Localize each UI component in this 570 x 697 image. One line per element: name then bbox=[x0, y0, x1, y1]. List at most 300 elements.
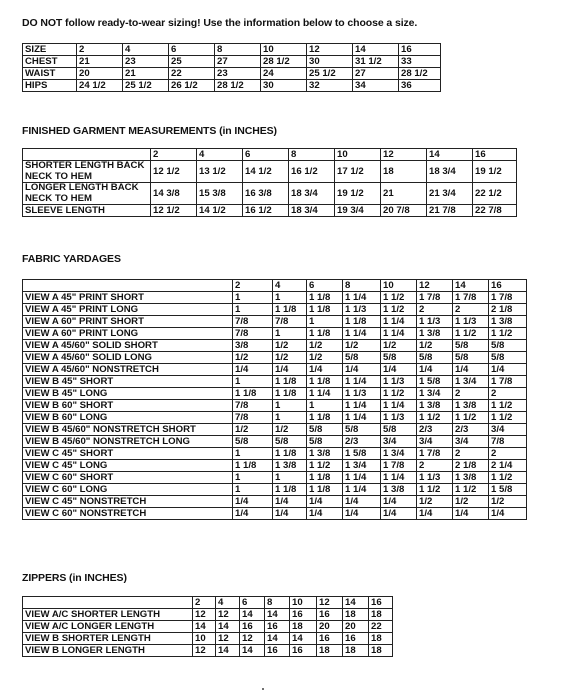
value-cell: 1 bbox=[307, 316, 343, 328]
finished-measurements-table bbox=[22, 148, 517, 217]
value-cell: 1/2 bbox=[233, 352, 273, 364]
table-row bbox=[23, 183, 517, 205]
value-cell: 1 3/4 bbox=[343, 460, 381, 472]
value-cell: 1 1/2 bbox=[489, 400, 527, 412]
row-label: LONGER LENGTH BACK NECK TO HEM bbox=[23, 183, 151, 205]
value-cell: 1 1/8 bbox=[273, 448, 307, 460]
zippers-table bbox=[22, 596, 393, 657]
value-cell: 18 bbox=[317, 645, 343, 657]
table-row bbox=[23, 68, 441, 80]
value-cell: 12 1/2 bbox=[151, 161, 197, 183]
value-cell: 2 bbox=[417, 304, 453, 316]
size-header-cell: 8 bbox=[343, 280, 381, 292]
value-cell: 16 bbox=[240, 621, 265, 633]
row-label: VIEW A 60" PRINT LONG bbox=[23, 328, 233, 340]
row-label: VIEW A 60" PRINT SHORT bbox=[23, 316, 233, 328]
value-cell: 1 1/4 bbox=[343, 472, 381, 484]
value-cell: 1/2 bbox=[453, 496, 489, 508]
value-cell: 1 1/4 bbox=[343, 328, 381, 340]
value-cell: 16 bbox=[265, 645, 290, 657]
value-cell: 12 bbox=[216, 609, 240, 621]
value-cell: 16 bbox=[317, 633, 343, 645]
value-cell: 1 3/4 bbox=[417, 388, 453, 400]
row-label: VIEW C 60" LONG bbox=[23, 484, 233, 496]
scan-speck bbox=[262, 688, 264, 690]
value-cell: 1 bbox=[273, 400, 307, 412]
value-cell: 1/4 bbox=[273, 496, 307, 508]
value-cell: 3/4 bbox=[453, 436, 489, 448]
value-cell: 3/8 bbox=[233, 340, 273, 352]
value-cell: 27 bbox=[215, 56, 261, 68]
value-cell: 1 1/8 bbox=[307, 484, 343, 496]
value-cell: 1 1/8 bbox=[307, 376, 343, 388]
table-row bbox=[23, 621, 393, 633]
value-cell: 1 7/8 bbox=[489, 376, 527, 388]
header-row bbox=[23, 149, 517, 161]
size-header-cell: 4 bbox=[123, 44, 169, 56]
value-cell: 1 bbox=[233, 292, 273, 304]
size-header-cell: 4 bbox=[216, 597, 240, 609]
value-cell: 16 1/2 bbox=[243, 205, 289, 217]
row-label: VIEW A 45" PRINT SHORT bbox=[23, 292, 233, 304]
value-cell: 14 1/2 bbox=[243, 161, 289, 183]
value-cell: 16 bbox=[290, 609, 317, 621]
value-cell: 1 7/8 bbox=[453, 292, 489, 304]
table-row bbox=[23, 205, 517, 217]
value-cell: 1 1/3 bbox=[381, 412, 417, 424]
value-cell: 1 7/8 bbox=[417, 292, 453, 304]
table-row bbox=[23, 424, 527, 436]
value-cell: 7/8 bbox=[273, 316, 307, 328]
value-cell: 18 bbox=[369, 645, 393, 657]
value-cell: 1 1/2 bbox=[381, 388, 417, 400]
zippers-title: ZIPPERS (in INCHES) bbox=[22, 572, 127, 584]
value-cell: 30 bbox=[307, 56, 353, 68]
row-label: VIEW A/C SHORTER LENGTH bbox=[23, 609, 193, 621]
value-cell: 1 3/8 bbox=[273, 460, 307, 472]
value-cell: 5/8 bbox=[417, 352, 453, 364]
value-cell: 1 3/8 bbox=[453, 472, 489, 484]
value-cell: 25 1/2 bbox=[307, 68, 353, 80]
size-header-cell: 12 bbox=[317, 597, 343, 609]
value-cell: 14 bbox=[216, 645, 240, 657]
value-cell: 1/2 bbox=[307, 340, 343, 352]
value-cell: 23 bbox=[215, 68, 261, 80]
value-cell: 16 3/8 bbox=[243, 183, 289, 205]
value-cell: 1 1/2 bbox=[489, 328, 527, 340]
value-cell: 16 1/2 bbox=[289, 161, 335, 183]
value-cell: 1/4 bbox=[343, 496, 381, 508]
fabric-yardages-table bbox=[22, 279, 527, 520]
size-header-cell: 16 bbox=[369, 597, 393, 609]
value-cell: 5/8 bbox=[343, 424, 381, 436]
table-row bbox=[23, 508, 527, 520]
value-cell: 1/4 bbox=[233, 496, 273, 508]
value-cell: 12 bbox=[193, 609, 216, 621]
table-row bbox=[23, 352, 527, 364]
table-row bbox=[23, 376, 527, 388]
table-row bbox=[23, 316, 527, 328]
value-cell: 5/8 bbox=[453, 352, 489, 364]
value-cell: 1 5/8 bbox=[343, 448, 381, 460]
value-cell: 23 bbox=[123, 56, 169, 68]
value-cell: 1 3/8 bbox=[453, 400, 489, 412]
value-cell: 18 bbox=[290, 621, 317, 633]
value-cell: 1 1/8 bbox=[307, 328, 343, 340]
value-cell: 1 1/2 bbox=[417, 484, 453, 496]
row-label: VIEW B 45/60" NONSTRETCH SHORT bbox=[23, 424, 233, 436]
value-cell: 2 bbox=[489, 448, 527, 460]
size-header-cell: 12 bbox=[307, 44, 353, 56]
value-cell: 1/4 bbox=[417, 508, 453, 520]
value-cell: 1 bbox=[273, 412, 307, 424]
value-cell: 25 1/2 bbox=[123, 80, 169, 92]
value-cell: 1 1/4 bbox=[343, 484, 381, 496]
table-row bbox=[23, 161, 517, 183]
value-cell: 21 bbox=[77, 56, 123, 68]
row-label: VIEW B LONGER LENGTH bbox=[23, 645, 193, 657]
size-header-cell: 16 bbox=[473, 149, 517, 161]
value-cell: 1 1/2 bbox=[381, 304, 417, 316]
value-cell: 1 7/8 bbox=[417, 448, 453, 460]
size-header-cell: 6 bbox=[243, 149, 289, 161]
value-cell: 5/8 bbox=[489, 352, 527, 364]
value-cell: 1 1/2 bbox=[381, 292, 417, 304]
size-header-cell: 8 bbox=[289, 149, 335, 161]
header-label-cell: SIZE bbox=[23, 44, 77, 56]
size-header-cell: 14 bbox=[353, 44, 399, 56]
value-cell: 27 bbox=[353, 68, 399, 80]
value-cell: 31 1/2 bbox=[353, 56, 399, 68]
value-cell: 1 1/2 bbox=[489, 472, 527, 484]
value-cell: 1 1/4 bbox=[343, 292, 381, 304]
row-label: VIEW B 60" LONG bbox=[23, 412, 233, 424]
row-label: VIEW A 45/60" SOLID LONG bbox=[23, 352, 233, 364]
table-row bbox=[23, 388, 527, 400]
value-cell: 1 3/4 bbox=[381, 448, 417, 460]
value-cell: 12 bbox=[193, 645, 216, 657]
value-cell: 1/2 bbox=[273, 352, 307, 364]
value-cell: 7/8 bbox=[233, 412, 273, 424]
row-label: VIEW B 60" SHORT bbox=[23, 400, 233, 412]
size-header-cell: 4 bbox=[273, 280, 307, 292]
finished-measurements-title: FINISHED GARMENT MEASUREMENTS (in INCHES) bbox=[22, 125, 277, 137]
value-cell: 1/2 bbox=[343, 340, 381, 352]
row-label: VIEW A 45" PRINT LONG bbox=[23, 304, 233, 316]
value-cell: 1 1/8 bbox=[273, 304, 307, 316]
value-cell: 1/2 bbox=[307, 352, 343, 364]
size-header-cell: 6 bbox=[240, 597, 265, 609]
value-cell: 1 1/8 bbox=[233, 460, 273, 472]
value-cell: 5/8 bbox=[307, 424, 343, 436]
value-cell: 14 bbox=[240, 645, 265, 657]
value-cell: 1 1/8 bbox=[307, 412, 343, 424]
size-header-cell: 10 bbox=[261, 44, 307, 56]
value-cell: 13 1/2 bbox=[197, 161, 243, 183]
row-label: VIEW A 45/60" SOLID SHORT bbox=[23, 340, 233, 352]
value-cell: 21 7/8 bbox=[427, 205, 473, 217]
row-label: CHEST bbox=[23, 56, 77, 68]
table-row bbox=[23, 460, 527, 472]
value-cell: 5/8 bbox=[233, 436, 273, 448]
value-cell: 18 bbox=[343, 645, 369, 657]
value-cell: 22 bbox=[169, 68, 215, 80]
value-cell: 1 bbox=[273, 328, 307, 340]
fabric-yardages-title: FABRIC YARDAGES bbox=[22, 253, 121, 265]
table-row bbox=[23, 400, 527, 412]
value-cell: 18 bbox=[369, 633, 393, 645]
value-cell: 1 5/8 bbox=[417, 376, 453, 388]
value-cell: 7/8 bbox=[233, 400, 273, 412]
value-cell: 14 bbox=[265, 633, 290, 645]
value-cell: 1/4 bbox=[381, 496, 417, 508]
value-cell: 28 1/2 bbox=[215, 80, 261, 92]
value-cell: 1 1/8 bbox=[233, 388, 273, 400]
value-cell: 20 bbox=[317, 621, 343, 633]
value-cell: 16 bbox=[317, 609, 343, 621]
value-cell: 2 1/4 bbox=[489, 460, 527, 472]
value-cell: 20 7/8 bbox=[381, 205, 427, 217]
value-cell: 2 bbox=[453, 448, 489, 460]
value-cell: 1 1/2 bbox=[453, 484, 489, 496]
row-label: VIEW B 45/60" NONSTRETCH LONG bbox=[23, 436, 233, 448]
value-cell: 1 1/8 bbox=[273, 376, 307, 388]
value-cell: 1 1/3 bbox=[417, 316, 453, 328]
header-label-cell bbox=[23, 280, 233, 292]
value-cell: 1 bbox=[233, 472, 273, 484]
value-cell: 17 1/2 bbox=[335, 161, 381, 183]
size-header-cell: 16 bbox=[489, 280, 527, 292]
value-cell: 2 bbox=[453, 388, 489, 400]
table-row bbox=[23, 496, 527, 508]
value-cell: 1 1/4 bbox=[343, 376, 381, 388]
value-cell: 1/4 bbox=[489, 364, 527, 376]
value-cell: 16 bbox=[343, 633, 369, 645]
value-cell: 1/4 bbox=[453, 508, 489, 520]
value-cell: 5/8 bbox=[489, 340, 527, 352]
value-cell: 1 3/8 bbox=[307, 448, 343, 460]
value-cell: 1/4 bbox=[453, 364, 489, 376]
value-cell: 12 bbox=[216, 633, 240, 645]
size-header-cell: 2 bbox=[151, 149, 197, 161]
value-cell: 18 bbox=[369, 609, 393, 621]
value-cell: 32 bbox=[307, 80, 353, 92]
row-label: VIEW C 45" NONSTRETCH bbox=[23, 496, 233, 508]
value-cell: 1/4 bbox=[307, 496, 343, 508]
table-row bbox=[23, 472, 527, 484]
size-header-cell: 6 bbox=[307, 280, 343, 292]
value-cell: 1/4 bbox=[307, 508, 343, 520]
row-label: VIEW B 45" LONG bbox=[23, 388, 233, 400]
value-cell: 2 1/8 bbox=[489, 304, 527, 316]
value-cell: 1 1/4 bbox=[343, 400, 381, 412]
value-cell: 1 bbox=[233, 484, 273, 496]
value-cell: 12 bbox=[240, 633, 265, 645]
value-cell: 1/4 bbox=[343, 508, 381, 520]
value-cell: 1 1/2 bbox=[453, 412, 489, 424]
value-cell: 14 bbox=[290, 633, 317, 645]
value-cell: 18 bbox=[381, 161, 427, 183]
table-row bbox=[23, 340, 527, 352]
value-cell: 1 1/2 bbox=[307, 460, 343, 472]
row-label: HIPS bbox=[23, 80, 77, 92]
header-label-cell bbox=[23, 597, 193, 609]
value-cell: 1/2 bbox=[417, 340, 453, 352]
size-header-cell: 10 bbox=[335, 149, 381, 161]
value-cell: 34 bbox=[353, 80, 399, 92]
value-cell: 26 1/2 bbox=[169, 80, 215, 92]
value-cell: 1 3/8 bbox=[381, 484, 417, 496]
table-row bbox=[23, 645, 393, 657]
value-cell: 5/8 bbox=[381, 424, 417, 436]
value-cell: 2 1/8 bbox=[453, 460, 489, 472]
value-cell: 1 1/4 bbox=[381, 328, 417, 340]
value-cell: 1/4 bbox=[489, 508, 527, 520]
value-cell: 24 1/2 bbox=[77, 80, 123, 92]
value-cell: 36 bbox=[399, 80, 441, 92]
value-cell: 1/2 bbox=[273, 424, 307, 436]
row-label: SHORTER LENGTH BACK NECK TO HEM bbox=[23, 161, 151, 183]
size-header-cell: 10 bbox=[381, 280, 417, 292]
value-cell: 1 1/3 bbox=[343, 304, 381, 316]
value-cell: 1 1/8 bbox=[343, 316, 381, 328]
value-cell: 1/4 bbox=[307, 364, 343, 376]
value-cell: 20 bbox=[343, 621, 369, 633]
table-row bbox=[23, 448, 527, 460]
table-row bbox=[23, 80, 441, 92]
value-cell: 2/3 bbox=[343, 436, 381, 448]
value-cell: 1 bbox=[273, 292, 307, 304]
value-cell: 1 1/4 bbox=[381, 472, 417, 484]
value-cell: 14 bbox=[216, 621, 240, 633]
size-header-cell: 2 bbox=[233, 280, 273, 292]
value-cell: 1/4 bbox=[381, 364, 417, 376]
value-cell: 1 3/8 bbox=[489, 316, 527, 328]
intro-text: DO NOT follow ready-to-wear sizing! Use the information below to choose a size. bbox=[22, 17, 418, 29]
table-row bbox=[23, 412, 527, 424]
table-row bbox=[23, 609, 393, 621]
value-cell: 3/4 bbox=[417, 436, 453, 448]
table-row bbox=[23, 364, 527, 376]
header-row bbox=[23, 597, 393, 609]
row-label: VIEW C 45" LONG bbox=[23, 460, 233, 472]
value-cell: 2/3 bbox=[417, 424, 453, 436]
size-table bbox=[22, 43, 441, 92]
value-cell: 1 1/4 bbox=[307, 388, 343, 400]
value-cell: 2 bbox=[453, 304, 489, 316]
size-header-cell: 16 bbox=[399, 44, 441, 56]
value-cell: 22 bbox=[369, 621, 393, 633]
row-label: VIEW B 45" SHORT bbox=[23, 376, 233, 388]
value-cell: 1 bbox=[307, 400, 343, 412]
value-cell: 18 3/4 bbox=[427, 161, 473, 183]
row-label: VIEW C 45" SHORT bbox=[23, 448, 233, 460]
value-cell: 1/2 bbox=[381, 340, 417, 352]
row-label: VIEW B SHORTER LENGTH bbox=[23, 633, 193, 645]
value-cell: 1 1/8 bbox=[307, 304, 343, 316]
value-cell: 7/8 bbox=[233, 328, 273, 340]
size-header-cell: 12 bbox=[381, 149, 427, 161]
value-cell: 14 bbox=[240, 609, 265, 621]
table-row bbox=[23, 484, 527, 496]
size-header-cell: 2 bbox=[77, 44, 123, 56]
value-cell: 12 1/2 bbox=[151, 205, 197, 217]
row-label: VIEW C 60" SHORT bbox=[23, 472, 233, 484]
value-cell: 1 1/3 bbox=[453, 316, 489, 328]
value-cell: 1/4 bbox=[381, 508, 417, 520]
value-cell: 1 1/2 bbox=[417, 412, 453, 424]
value-cell: 1/4 bbox=[417, 364, 453, 376]
header-label-cell bbox=[23, 149, 151, 161]
header-row bbox=[23, 44, 441, 56]
value-cell: 1 1/4 bbox=[381, 400, 417, 412]
value-cell: 1 1/8 bbox=[273, 484, 307, 496]
row-label: VIEW C 60" NONSTRETCH bbox=[23, 508, 233, 520]
value-cell: 1/2 bbox=[233, 424, 273, 436]
value-cell: 18 3/4 bbox=[289, 183, 335, 205]
value-cell: 28 1/2 bbox=[399, 68, 441, 80]
value-cell: 5/8 bbox=[381, 352, 417, 364]
value-cell: 22 7/8 bbox=[473, 205, 517, 217]
value-cell: 24 bbox=[261, 68, 307, 80]
value-cell: 1/4 bbox=[273, 364, 307, 376]
value-cell: 1 7/8 bbox=[381, 460, 417, 472]
value-cell: 1 3/8 bbox=[417, 400, 453, 412]
value-cell: 15 3/8 bbox=[197, 183, 243, 205]
value-cell: 16 bbox=[265, 621, 290, 633]
value-cell: 1 1/3 bbox=[381, 376, 417, 388]
value-cell: 10 bbox=[193, 633, 216, 645]
size-header-cell: 8 bbox=[265, 597, 290, 609]
value-cell: 1/4 bbox=[233, 364, 273, 376]
table-row bbox=[23, 436, 527, 448]
value-cell: 1 bbox=[233, 304, 273, 316]
value-cell: 5/8 bbox=[273, 436, 307, 448]
value-cell: 1 1/4 bbox=[381, 316, 417, 328]
value-cell: 21 bbox=[123, 68, 169, 80]
row-label: WAIST bbox=[23, 68, 77, 80]
value-cell: 7/8 bbox=[489, 436, 527, 448]
table-row bbox=[23, 304, 527, 316]
value-cell: 33 bbox=[399, 56, 441, 68]
size-header-cell: 12 bbox=[417, 280, 453, 292]
value-cell: 1 1/3 bbox=[343, 388, 381, 400]
value-cell: 3/4 bbox=[489, 424, 527, 436]
value-cell: 1 1/8 bbox=[273, 388, 307, 400]
size-header-cell: 2 bbox=[193, 597, 216, 609]
value-cell: 14 bbox=[265, 609, 290, 621]
value-cell: 1/2 bbox=[417, 496, 453, 508]
value-cell: 1 bbox=[233, 376, 273, 388]
value-cell: 19 1/2 bbox=[335, 183, 381, 205]
table-row bbox=[23, 328, 527, 340]
value-cell: 5/8 bbox=[343, 352, 381, 364]
size-header-cell: 10 bbox=[290, 597, 317, 609]
size-header-cell: 6 bbox=[169, 44, 215, 56]
row-label: VIEW A/C LONGER LENGTH bbox=[23, 621, 193, 633]
value-cell: 18 bbox=[343, 609, 369, 621]
header-row bbox=[23, 280, 527, 292]
value-cell: 2 bbox=[489, 388, 527, 400]
row-label: SLEEVE LENGTH bbox=[23, 205, 151, 217]
value-cell: 5/8 bbox=[307, 436, 343, 448]
size-header-cell: 4 bbox=[197, 149, 243, 161]
value-cell: 2 bbox=[417, 460, 453, 472]
value-cell: 14 3/8 bbox=[151, 183, 197, 205]
value-cell: 1/2 bbox=[489, 496, 527, 508]
value-cell: 1/4 bbox=[273, 508, 307, 520]
value-cell: 1 bbox=[233, 448, 273, 460]
